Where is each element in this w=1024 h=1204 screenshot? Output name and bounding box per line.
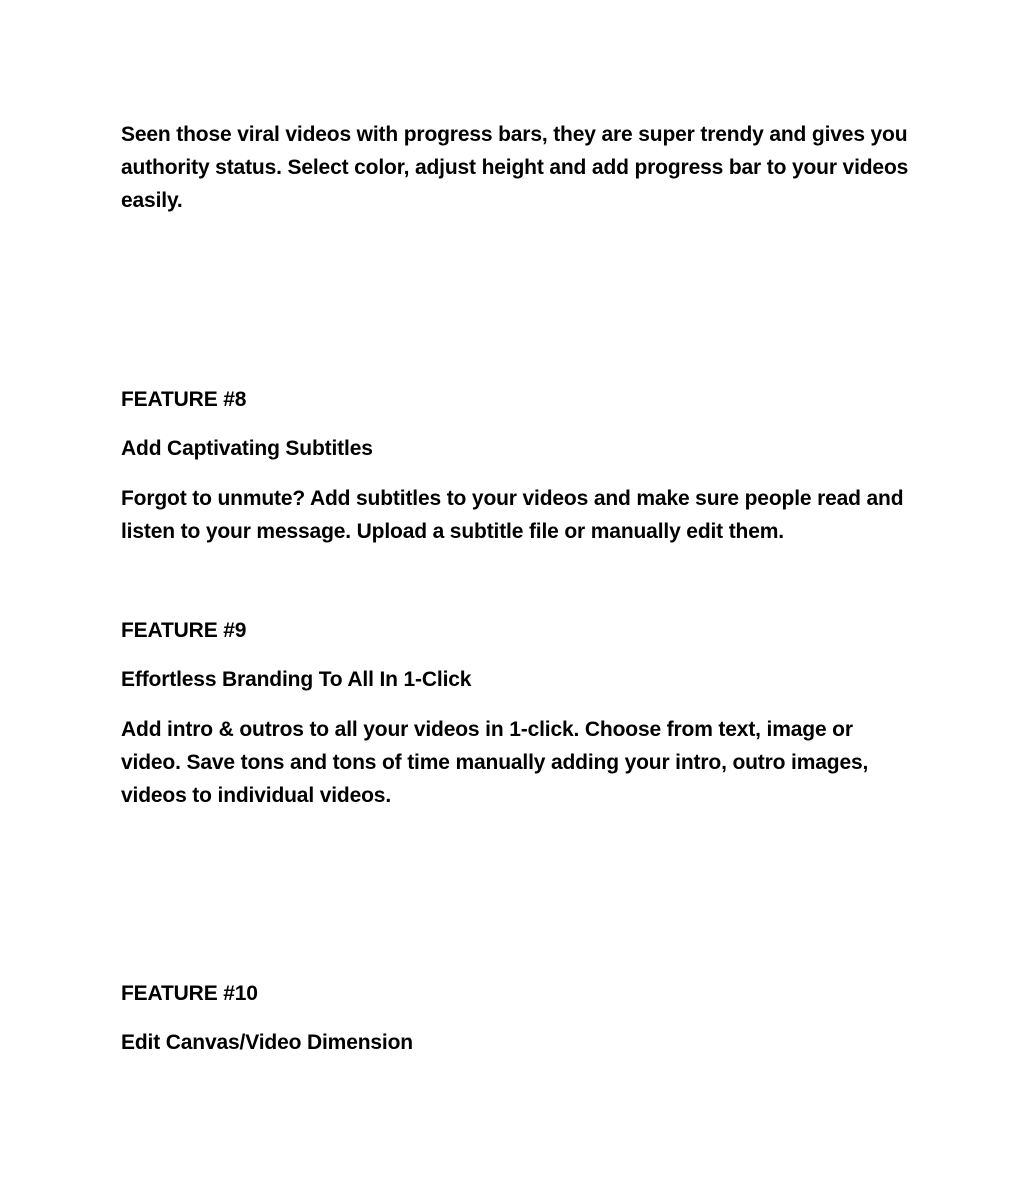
feature-10-heading: FEATURE #10 bbox=[121, 982, 258, 1005]
feature-8-heading: FEATURE #8 bbox=[121, 388, 247, 411]
intro-paragraph: Seen those viral videos with progress bars, they are super trendy and gives you authority status. Select color, adjust height and add progress bar to your videos easily. bbox=[121, 123, 909, 212]
feature-8-body: Forgot to unmute? Add subtitles to your videos and make sure people read and listen to your message. Upload a subtitle file or manually edit them. bbox=[121, 487, 904, 543]
feature-8-title: Add Captivating Subtitles bbox=[121, 437, 373, 460]
feature-9-body: Add intro & outros to all your videos in 1-click. Choose from text, image or video. Save tons and tons of time manually adding your intro, outro images, videos to individual videos. bbox=[121, 718, 869, 807]
feature-9-title: Effortless Branding To All In 1-Click bbox=[121, 668, 472, 691]
feature-10-title: Edit Canvas/Video Dimension bbox=[121, 1031, 413, 1054]
feature-9-heading: FEATURE #9 bbox=[121, 619, 247, 642]
